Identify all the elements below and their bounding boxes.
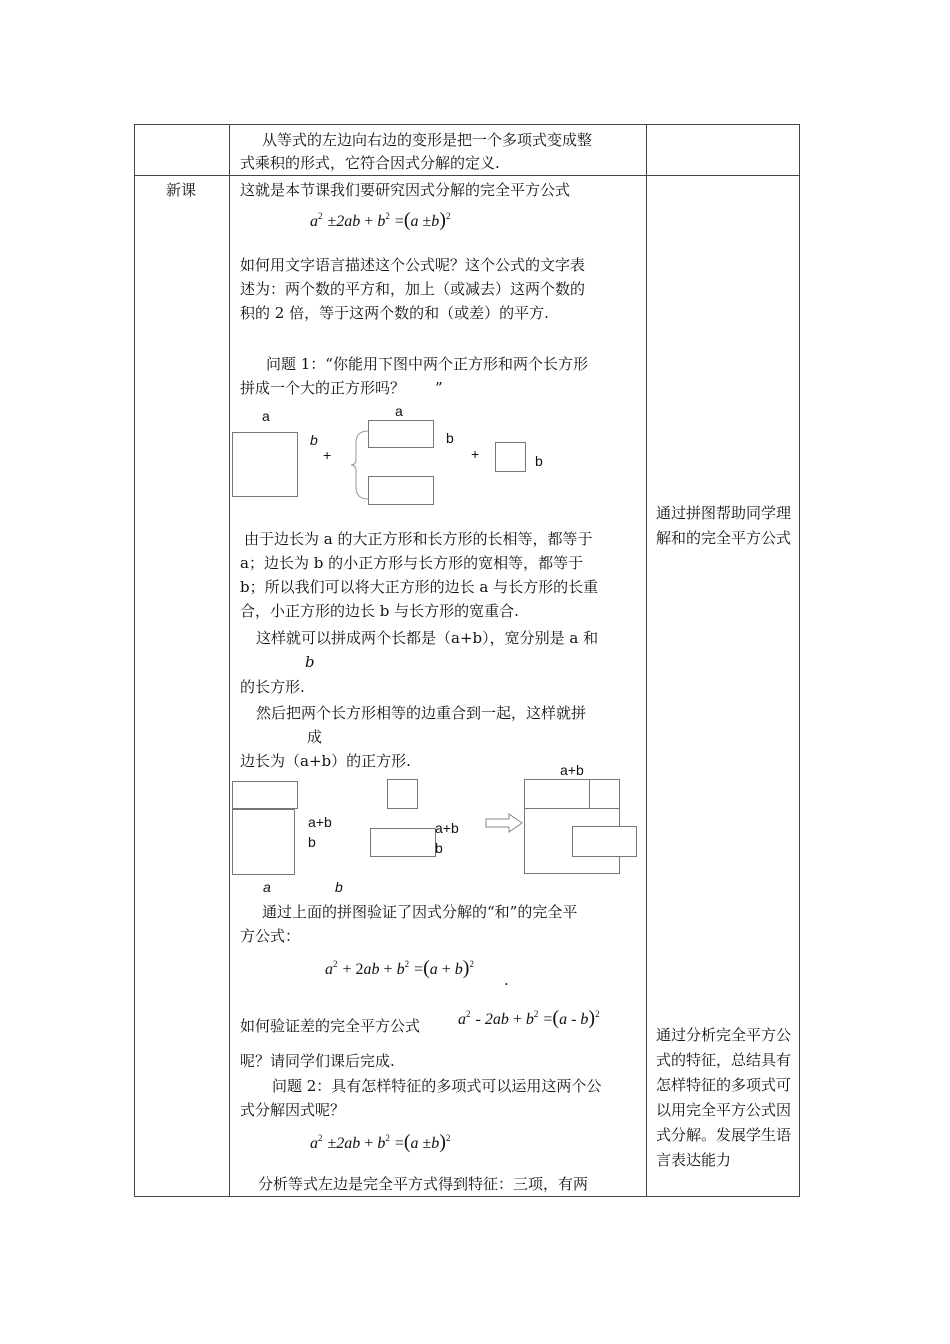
rect-top-left bbox=[232, 781, 298, 809]
label-b-bottom: b bbox=[335, 879, 343, 895]
formula-perfect-square-diff: $a^2 - 2ab + b^2 =(a - b)^2$ bbox=[458, 1007, 600, 1029]
assembled-small-square bbox=[589, 779, 620, 809]
label-a-plus-b-mid: a+b bbox=[435, 820, 459, 836]
rectangles-line-2: 的长方形. bbox=[240, 678, 305, 696]
brace-path bbox=[351, 431, 368, 499]
verify-line-2: 方公式： bbox=[240, 927, 301, 945]
formula-sum-period: . bbox=[504, 971, 509, 989]
label-b-large-square: b bbox=[310, 432, 318, 448]
row1-middle-line-2: 式乘积的形式，它符合因式分解的定义. bbox=[240, 154, 500, 172]
explain-line-2: a；边长为 b 的小正方形与长方形的宽相等，都等于 bbox=[240, 554, 584, 572]
label-b-small-square: b bbox=[535, 453, 543, 469]
label-a-plus-b-left: a+b bbox=[308, 814, 332, 830]
intro-line: 这就是本节课我们要研究因式分解的完全平方公式 bbox=[240, 181, 571, 199]
formula-perfect-square-sum: $a^2 + 2ab + b^2 =(a + b)^2$ bbox=[325, 957, 474, 979]
diff-question-line-2: 呢？请同学们课后完成. bbox=[240, 1052, 395, 1070]
problem1-line-1: 问题 1：“你能用下图中两个正方形和两个长方形 bbox=[266, 355, 588, 373]
formula-perfect-square-pm-2: $a^2 \pm 2ab + b^2 =(a \pm b)^2$ bbox=[310, 1131, 451, 1153]
formula-perfect-square-pm: $a^2 \pm 2ab + b^2 =(a \pm b)^2$ bbox=[310, 209, 451, 231]
explain-line-4: 合，小正方形的边长 b 与长方形的宽重合. bbox=[240, 602, 519, 620]
brace-icon bbox=[350, 429, 370, 501]
table-border-right bbox=[799, 124, 800, 1197]
square-line-2: 边长为（a+b）的正方形. bbox=[240, 752, 411, 770]
problem2-line-1: 问题 2：具有怎样特征的多项式可以运用这两个公 bbox=[272, 1077, 602, 1095]
small-square-b bbox=[495, 442, 526, 472]
explain-line-3: b；所以我们可以将大正方形的边长 a 与长方形的长重 bbox=[240, 578, 599, 596]
table-border-left bbox=[134, 124, 135, 1197]
right-note-2: 通过分析完全平方公式的特征，总结具有怎样特征的多项式可以用完全平方公式因式分解。发展学生语言表达能力 bbox=[656, 1026, 792, 1169]
assembled-rect-right bbox=[572, 826, 637, 857]
rectangles-line-b: b bbox=[305, 653, 315, 671]
square-line-1: 然后把两个长方形相等的边重合到一起，这样就拼 bbox=[256, 704, 587, 722]
table-col-divider-1 bbox=[229, 124, 230, 1197]
table-col-divider-2 bbox=[646, 124, 647, 1197]
table-row-divider bbox=[134, 175, 800, 176]
right-note-1: 通过拼图帮助同学理解和的完全平方公式 bbox=[656, 504, 792, 547]
explain-line-1: 由于边长为 a 的大正方形和长方形的长相等，都等于 bbox=[244, 530, 593, 548]
plus-sign-1: + bbox=[323, 447, 332, 463]
verify-line-1: 通过上面的拼图验证了因式分解的“和”的完全平 bbox=[262, 903, 578, 921]
label-a-rectangle: a bbox=[395, 403, 403, 419]
plus-sign-2: + bbox=[471, 446, 480, 462]
arrow-right-icon bbox=[485, 812, 525, 834]
verbal-question-line-2: 述为：两个数的平方和，加上（或减去）这两个数的 bbox=[240, 280, 586, 298]
large-square-a bbox=[232, 432, 298, 497]
label-b-left: b bbox=[308, 834, 316, 850]
rectangles-line-1: 这样就可以拼成两个长都是（a+b），宽分别是 a 和 bbox=[256, 629, 599, 647]
label-b-mid: b bbox=[435, 840, 443, 856]
rectangle-ab-top bbox=[368, 420, 434, 448]
rectangle-ab-bottom bbox=[368, 476, 434, 505]
row1-middle-line-1: 从等式的左边向右边的变形是把一个多项式变成整 bbox=[262, 131, 593, 149]
problem1-line-2: 拼成一个大的正方形吗？ ” bbox=[240, 379, 443, 397]
problem2-line-2: 式分解因式呢？ bbox=[240, 1101, 346, 1119]
table-border-bottom bbox=[134, 1196, 800, 1197]
square-left bbox=[232, 809, 295, 875]
analysis-line: 分析等式左边是完全平方式得到特征：三项，有两 bbox=[258, 1175, 589, 1193]
label-b-rectangle: b bbox=[446, 430, 454, 446]
table-border-top bbox=[134, 124, 800, 125]
verbal-question-line-1: 如何用文字语言描述这个公式呢？这个公式的文字表 bbox=[240, 256, 586, 274]
label-a-plus-b-top: a+b bbox=[560, 762, 584, 778]
arrow-path bbox=[486, 814, 522, 832]
section-label: 新课 bbox=[166, 181, 197, 199]
square-line-cheng: 成 bbox=[307, 728, 323, 746]
small-square-mid bbox=[387, 779, 418, 809]
label-a-bottom: a bbox=[263, 879, 271, 895]
diff-question-line-1: 如何验证差的完全平方公式 bbox=[240, 1017, 421, 1035]
rect-mid bbox=[370, 828, 436, 857]
label-a-large-square: a bbox=[262, 408, 270, 424]
verbal-question-line-3: 积的 2 倍，等于这两个数的和（或差）的平方. bbox=[240, 304, 549, 322]
assembled-rect-top bbox=[524, 779, 590, 809]
